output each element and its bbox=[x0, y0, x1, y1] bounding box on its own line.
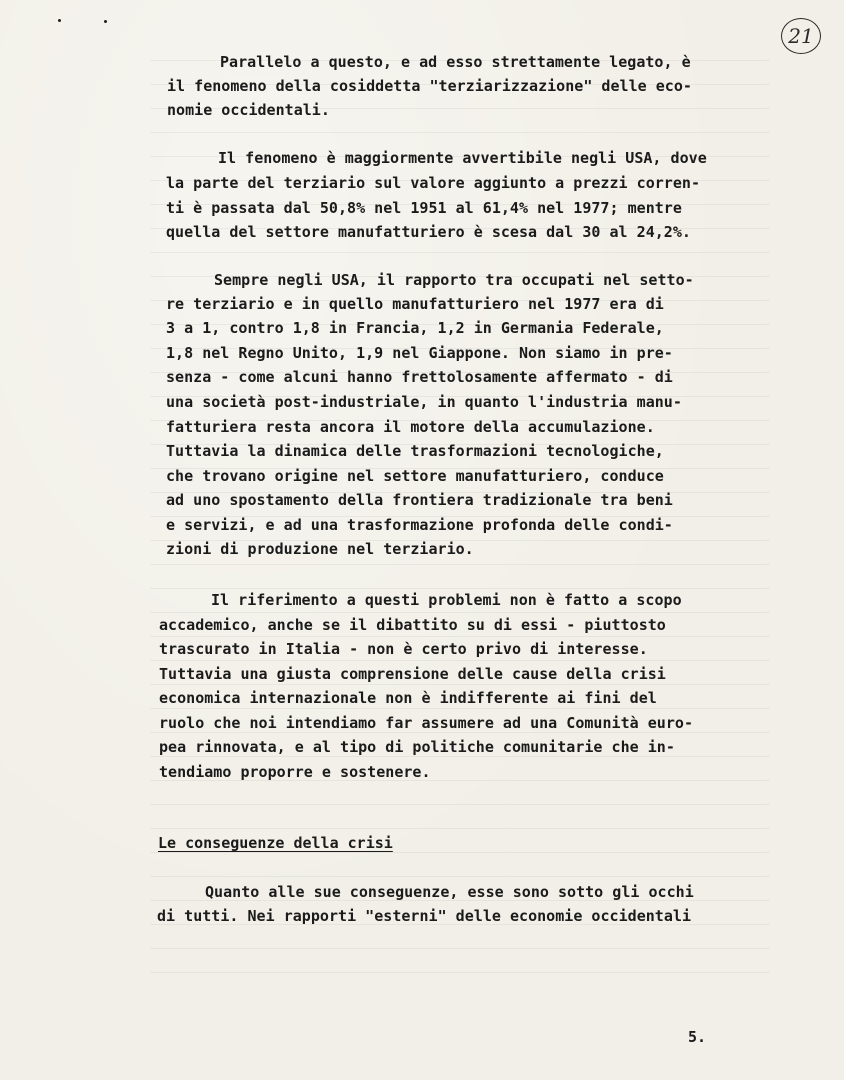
paragraph-line: Parallelo a questo, e ad esso strettamente legato, è bbox=[220, 53, 691, 71]
paragraph-line: trascurato in Italia - non è certo privo di interesse. bbox=[159, 640, 648, 658]
paragraph-line: zioni di produzione nel terziario. bbox=[166, 540, 474, 558]
paragraph-line: fatturiera resta ancora il motore della accumulazione. bbox=[166, 418, 655, 436]
paragraph-line: Tuttavia una giusta comprensione delle cause della crisi bbox=[159, 665, 666, 683]
paragraph-line: la parte del terziario sul valore aggiunto a prezzi corren- bbox=[166, 174, 700, 192]
paragraph-line: quella del settore manufatturiero è scesa dal 30 al 24,2%. bbox=[166, 223, 691, 241]
paragraph-line: di tutti. Nei rapporti "esterni" delle economie occidentali bbox=[157, 907, 691, 925]
paragraph-line: e servizi, e ad una trasformazione profonda delle condi- bbox=[166, 516, 673, 534]
paragraph-line: Sempre negli USA, il rapporto tra occupati nel setto- bbox=[214, 271, 694, 289]
paragraph-line: una società post-industriale, in quanto l'industria manu- bbox=[166, 393, 682, 411]
speck-mark bbox=[104, 20, 107, 23]
paragraph-line: 3 a 1, contro 1,8 in Francia, 1,2 in Germania Federale, bbox=[166, 319, 664, 337]
paragraph-line: ruolo che noi intendiamo far assumere ad una Comunità euro- bbox=[159, 714, 693, 732]
page-stamp-number: 21 bbox=[781, 18, 821, 54]
paragraph-line: che trovano origine nel settore manufatturiero, conduce bbox=[166, 467, 664, 485]
paragraph-line: ad uno spostamento della frontiera tradizionale tra beni bbox=[166, 491, 673, 509]
paragraph-line: ti è passata dal 50,8% nel 1951 al 61,4% nel 1977; mentre bbox=[166, 199, 682, 217]
paragraph-line: 1,8 nel Regno Unito, 1,9 nel Giappone. Non siamo in pre- bbox=[166, 344, 673, 362]
section-heading: Le conseguenze della crisi bbox=[158, 834, 393, 852]
speck-mark bbox=[58, 19, 61, 22]
paragraph-line: economica internazionale non è indifferente ai fini del bbox=[159, 689, 657, 707]
paragraph-line: nomie occidentali. bbox=[167, 101, 330, 119]
paragraph-line: senza - come alcuni hanno frettolosamente affermato - di bbox=[166, 368, 673, 386]
paragraph-line: pea rinnovata, e al tipo di politiche comunitarie che in- bbox=[159, 738, 675, 756]
page-number: 5. bbox=[688, 1028, 707, 1046]
paragraph-line: Tuttavia la dinamica delle trasformazioni tecnologiche, bbox=[166, 442, 664, 460]
paragraph-line: accademico, anche se il dibattito su di essi - piuttosto bbox=[159, 616, 666, 634]
paragraph-line: tendiamo proporre e sostenere. bbox=[159, 763, 431, 781]
paragraph-line: il fenomeno della cosiddetta "terziarizzazione" delle eco- bbox=[167, 77, 692, 95]
paragraph-line: re terziario e in quello manufatturiero nel 1977 era di bbox=[166, 295, 664, 313]
paragraph-line: Quanto alle sue conseguenze, esse sono sotto gli occhi bbox=[205, 883, 694, 901]
paragraph-line: Il fenomeno è maggiormente avvertibile negli USA, dove bbox=[218, 149, 707, 167]
paragraph-line: Il riferimento a questi problemi non è fatto a scopo bbox=[211, 591, 682, 609]
